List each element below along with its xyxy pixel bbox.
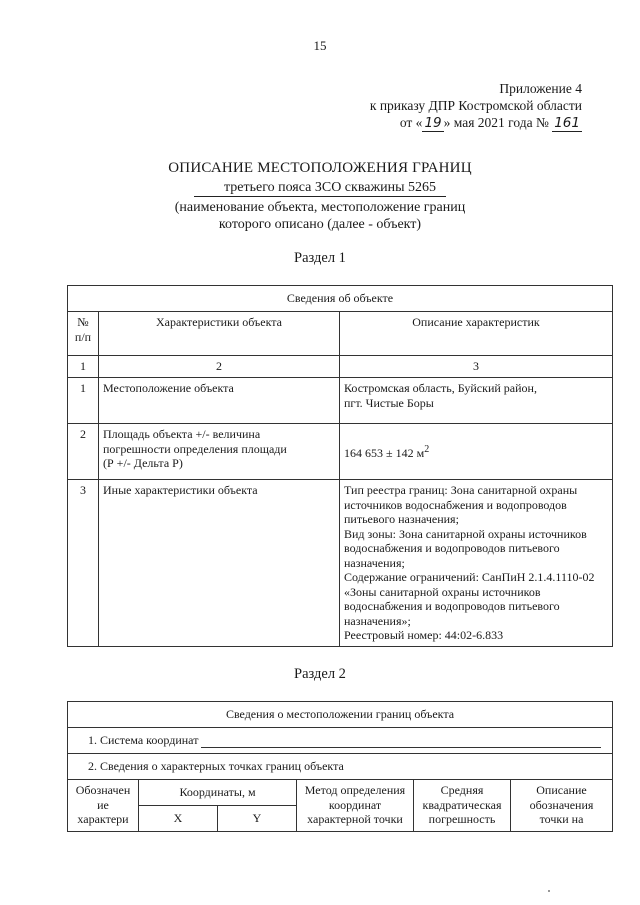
- name-line: Площадь объекта +/- величина: [103, 427, 261, 441]
- section1-title: Раздел 1: [294, 250, 346, 266]
- boundary-info-table: [67, 701, 613, 832]
- area-value: 164 653 ± 142 м: [344, 445, 425, 460]
- description-line: Тип реестра границ: Зона санитарной охраны: [344, 483, 578, 497]
- name-line: погрешности определения площади: [103, 441, 287, 456]
- row-number: 2: [68, 424, 99, 480]
- description-line: «Зоны санитарной охраны источников: [344, 584, 541, 599]
- header-coordinates: Координаты, м: [139, 780, 297, 806]
- coordinate-system-row: [68, 728, 613, 754]
- scan-speck: [548, 890, 550, 892]
- row-number: 3: [68, 480, 99, 647]
- boundary-info-caption: Сведения о местоположении границ объекта: [68, 702, 613, 728]
- row-name: [99, 424, 340, 480]
- header-point-description: Описание обозначения точки на: [511, 780, 613, 832]
- index-cell-2: 2: [99, 356, 340, 378]
- header-x: X: [139, 806, 218, 832]
- row-description: [340, 480, 613, 647]
- description-line: Содержание ограничений: СанПиН 2.1.4.1110-02: [344, 570, 595, 584]
- section2-title: Раздел 2: [294, 666, 346, 682]
- description-line: водоснабжения и водопроводов питьевого: [344, 599, 560, 613]
- header-characteristics: Характеристики объекта: [99, 312, 340, 356]
- date-mid: » мая 2021 года №: [443, 115, 549, 130]
- object-name: третьего пояса ЗСО скважины 5265: [194, 179, 446, 197]
- appendix-title: Приложение 4: [499, 81, 582, 96]
- description-line: Костромская область, Буйский район,: [344, 381, 537, 395]
- document-heading: ОПИСАНИЕ МЕСТОПОЛОЖЕНИЯ ГРАНИЦ: [168, 160, 472, 176]
- description-line: пгт. Чистые Боры: [344, 395, 434, 410]
- appendix-header: [370, 80, 582, 132]
- header-mean-error: Средняя квадратическая погрешность: [414, 780, 511, 832]
- index-cell-1: 1: [68, 356, 99, 378]
- description-line: водоснабжения и водопроводов питьевого: [344, 541, 560, 555]
- object-info-table: [67, 285, 613, 647]
- appendix-order: к приказу ДПР Костромской области: [369, 98, 582, 113]
- header-point-designation: Обозначен ие характери: [68, 780, 139, 832]
- row-description: [340, 378, 613, 424]
- date-prefix: от «: [399, 115, 423, 130]
- row-number: 1: [68, 378, 99, 424]
- table-row: [68, 424, 613, 480]
- description-line: назначения»;: [344, 613, 411, 628]
- description-line: источников водоснабжения и водопроводов: [344, 497, 567, 512]
- index-cell-3: 3: [340, 356, 613, 378]
- description-line: Вид зоны: Зона санитарной охраны источников: [344, 526, 587, 541]
- title-note-2: которого описано (далее - объект): [218, 217, 422, 232]
- area-unit-superscript: 2: [424, 443, 430, 455]
- coordinate-system-label: 1. Система координат: [88, 733, 199, 748]
- points-info-label: 2. Сведения о характерных точках границ объекта: [68, 754, 613, 780]
- table-row: [68, 378, 613, 424]
- description-line: питьевого назначения;: [344, 512, 459, 526]
- document-title-block: [0, 160, 640, 233]
- title-note-1: (наименование объекта, местоположение границ: [174, 200, 466, 215]
- handwritten-order-number: 161: [554, 115, 580, 131]
- object-info-caption: Сведения об объекте: [68, 286, 613, 312]
- name-line: (Р +/- Дельта Р): [103, 456, 183, 470]
- row-name: Местоположение объекта: [99, 378, 340, 424]
- page-number: 15: [313, 38, 327, 53]
- row-description: [340, 424, 613, 480]
- table-row: [68, 480, 613, 647]
- description-line: Реестровый номер: 44:02-6.833: [344, 628, 504, 642]
- description-line: назначения;: [344, 555, 405, 570]
- header-number: № п/п: [68, 312, 99, 356]
- row-name: Иные характеристики объекта: [99, 480, 340, 647]
- appendix-date: [370, 114, 582, 132]
- header-description: Описание характеристик: [340, 312, 613, 356]
- header-method: Метод определения координат характерной точки: [297, 780, 414, 832]
- coordinate-system-blank: [201, 747, 601, 748]
- handwritten-day: 19: [424, 115, 442, 131]
- header-y: Y: [218, 806, 297, 832]
